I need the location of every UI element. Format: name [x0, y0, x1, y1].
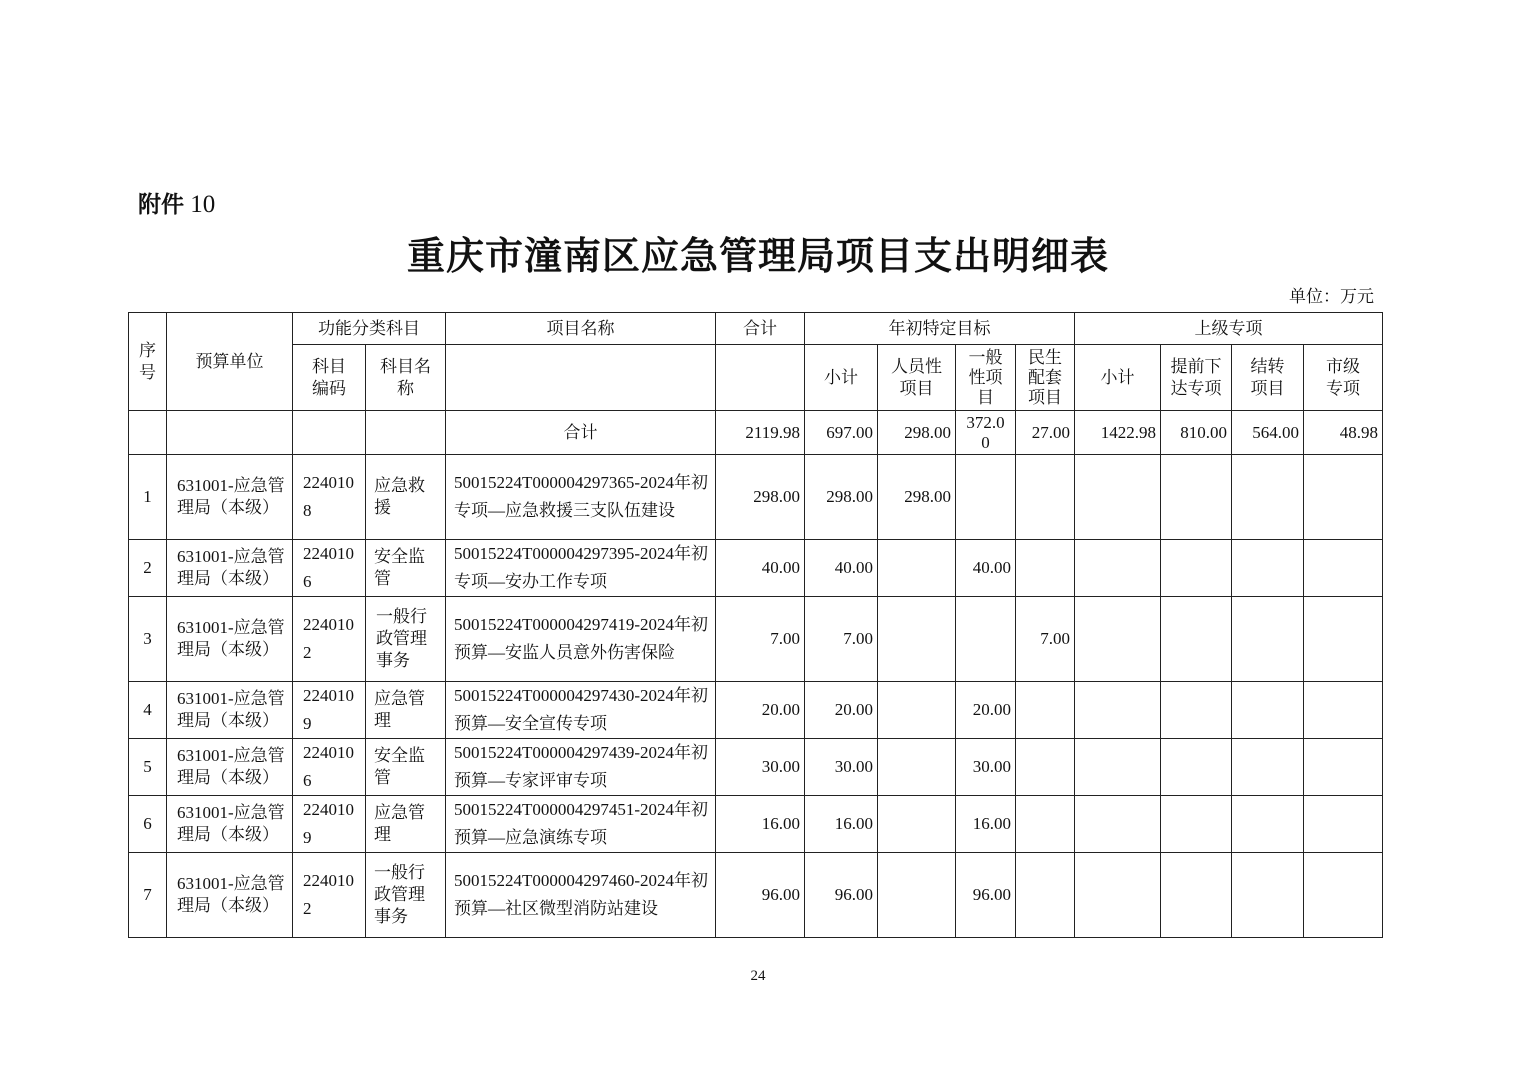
total-general: 372.00: [956, 411, 1016, 455]
row-annual-subtotal: 20.00: [805, 682, 878, 739]
row-general: [956, 455, 1016, 540]
row-city: [1304, 455, 1383, 540]
row-project-name: 50015224T000004297365-2024年初专项—应急救援三支队伍建设: [446, 455, 716, 540]
total-total: 2119.98: [716, 411, 805, 455]
page-title: 重庆市潼南区应急管理局项目支出明细表: [406, 233, 1109, 278]
row-upper-subtotal: [1075, 796, 1161, 853]
row-subject-name: 一般行政管理事务: [366, 853, 446, 938]
row-total: 40.00: [716, 540, 805, 597]
row-general: 16.00: [956, 796, 1016, 853]
row-subject-code: 2240109: [293, 682, 366, 739]
row-carryover: [1232, 853, 1304, 938]
total-unit-blank: [167, 411, 293, 455]
header-project-blank: [446, 345, 716, 411]
row-city: [1304, 682, 1383, 739]
row-project-name: 50015224T000004297395-2024年初专项—安办工作专项: [446, 540, 716, 597]
row-carryover: [1232, 796, 1304, 853]
row-advance: [1161, 853, 1232, 938]
header-carryover: 结转项目: [1232, 345, 1304, 411]
page-number: 24: [750, 968, 766, 984]
table-row: [129, 796, 1383, 853]
row-carryover: [1232, 540, 1304, 597]
row-budget-unit: 631001-应急管理局（本级）: [167, 739, 293, 796]
row-subject-name: 安全监管: [366, 739, 446, 796]
header-budget-unit: 预算单位: [167, 313, 293, 411]
row-subject-code: 2240102: [293, 853, 366, 938]
header-annual-subtotal: 小计: [805, 345, 878, 411]
attachment-word: 附件: [138, 192, 184, 218]
row-project-name: 50015224T000004297451-2024年初预算—应急演练专项: [446, 796, 716, 853]
row-general: 20.00: [956, 682, 1016, 739]
total-code-blank: [293, 411, 366, 455]
total-carryover: 564.00: [1232, 411, 1304, 455]
header-general: 一般性项目: [956, 345, 1016, 411]
header-total-blank: [716, 345, 805, 411]
row-budget-unit: 631001-应急管理局（本级）: [167, 796, 293, 853]
row-subject-code: 2240106: [293, 540, 366, 597]
header-project-name: 项目名称: [446, 313, 716, 345]
header-subject-name: 科目名称: [366, 345, 446, 411]
row-project-name: 50015224T000004297430-2024年初预算—安全宣传专项: [446, 682, 716, 739]
row-personnel: [878, 853, 956, 938]
attachment-label: [138, 188, 215, 222]
row-budget-unit: 631001-应急管理局（本级）: [167, 682, 293, 739]
row-subject-name: 应急管理: [366, 796, 446, 853]
row-livelihood: [1016, 540, 1075, 597]
row-city: [1304, 739, 1383, 796]
row-project-name: 50015224T000004297439-2024年初预算—专家评审专项: [446, 739, 716, 796]
row-upper-subtotal: [1075, 597, 1161, 682]
row-subject-name: 一般行政管理事务: [366, 597, 446, 682]
row-annual-subtotal: 7.00: [805, 597, 878, 682]
row-general: 40.00: [956, 540, 1016, 597]
row-budget-unit: 631001-应急管理局（本级）: [167, 597, 293, 682]
row-advance: [1161, 682, 1232, 739]
row-annual-subtotal: 40.00: [805, 540, 878, 597]
row-seq: 3: [129, 597, 167, 682]
row-livelihood: [1016, 853, 1075, 938]
row-subject-code: 2240109: [293, 796, 366, 853]
row-advance: [1161, 540, 1232, 597]
row-livelihood: 7.00: [1016, 597, 1075, 682]
row-advance: [1161, 597, 1232, 682]
header-seq: 序号: [129, 313, 167, 411]
row-livelihood: [1016, 796, 1075, 853]
row-upper-subtotal: [1075, 682, 1161, 739]
header-func-group: 功能分类科目: [293, 313, 446, 345]
table-row: [129, 597, 1383, 682]
row-city: [1304, 597, 1383, 682]
header-annual-group: 年初特定目标: [805, 313, 1075, 345]
row-total: 16.00: [716, 796, 805, 853]
table-total-row: [129, 411, 1383, 455]
row-personnel: [878, 540, 956, 597]
table-row: [129, 455, 1383, 540]
row-general: [956, 597, 1016, 682]
header-total: 合计: [716, 313, 805, 345]
table-row: [129, 540, 1383, 597]
row-budget-unit: 631001-应急管理局（本级）: [167, 853, 293, 938]
row-subject-name: 应急管理: [366, 682, 446, 739]
row-city: [1304, 853, 1383, 938]
row-seq: 2: [129, 540, 167, 597]
row-upper-subtotal: [1075, 853, 1161, 938]
row-personnel: [878, 739, 956, 796]
row-subject-code: 2240102: [293, 597, 366, 682]
row-carryover: [1232, 455, 1304, 540]
row-advance: [1161, 455, 1232, 540]
total-name-blank: [366, 411, 446, 455]
row-total: 298.00: [716, 455, 805, 540]
row-subject-name: 应急救援: [366, 455, 446, 540]
row-general: 96.00: [956, 853, 1016, 938]
row-personnel: 298.00: [878, 455, 956, 540]
row-budget-unit: 631001-应急管理局（本级）: [167, 455, 293, 540]
header-subject-code: 科目编码: [293, 345, 366, 411]
header-upper-group: 上级专项: [1075, 313, 1383, 345]
total-seq-blank: [129, 411, 167, 455]
total-annual-subtotal: 697.00: [805, 411, 878, 455]
row-city: [1304, 796, 1383, 853]
row-seq: 4: [129, 682, 167, 739]
total-personnel: 298.00: [878, 411, 956, 455]
row-annual-subtotal: 96.00: [805, 853, 878, 938]
row-total: 7.00: [716, 597, 805, 682]
row-advance: [1161, 796, 1232, 853]
row-annual-subtotal: 16.00: [805, 796, 878, 853]
row-subject-code: 2240106: [293, 739, 366, 796]
row-general: 30.00: [956, 739, 1016, 796]
row-total: 30.00: [716, 739, 805, 796]
row-city: [1304, 540, 1383, 597]
row-project-name: 50015224T000004297460-2024年初预算—社区微型消防站建设: [446, 853, 716, 938]
total-livelihood: 27.00: [1016, 411, 1075, 455]
row-upper-subtotal: [1075, 455, 1161, 540]
row-total: 96.00: [716, 853, 805, 938]
row-seq: 7: [129, 853, 167, 938]
row-project-name: 50015224T000004297419-2024年初预算—安监人员意外伤害保险: [446, 597, 716, 682]
header-advance: 提前下达专项: [1161, 345, 1232, 411]
header-city: 市级专项: [1304, 345, 1383, 411]
row-seq: 1: [129, 455, 167, 540]
row-seq: 6: [129, 796, 167, 853]
row-personnel: [878, 796, 956, 853]
total-advance: 810.00: [1161, 411, 1232, 455]
total-city: 48.98: [1304, 411, 1383, 455]
row-annual-subtotal: 30.00: [805, 739, 878, 796]
header-personnel: 人员性项目: [878, 345, 956, 411]
table-row: [129, 682, 1383, 739]
attachment-number: 10: [190, 191, 216, 218]
project-expense-table: [128, 312, 1383, 938]
row-carryover: [1232, 597, 1304, 682]
row-carryover: [1232, 739, 1304, 796]
total-label: 合计: [446, 411, 716, 455]
row-upper-subtotal: [1075, 739, 1161, 796]
header-livelihood: 民生配套项目: [1016, 345, 1075, 411]
row-livelihood: [1016, 455, 1075, 540]
unit-label: 单位：万元: [1289, 287, 1374, 306]
table-row: [129, 739, 1383, 796]
row-seq: 5: [129, 739, 167, 796]
row-livelihood: [1016, 682, 1075, 739]
total-upper-subtotal: 1422.98: [1075, 411, 1161, 455]
row-personnel: [878, 682, 956, 739]
row-annual-subtotal: 298.00: [805, 455, 878, 540]
row-budget-unit: 631001-应急管理局（本级）: [167, 540, 293, 597]
row-livelihood: [1016, 739, 1075, 796]
row-carryover: [1232, 682, 1304, 739]
table-row: [129, 853, 1383, 938]
row-advance: [1161, 739, 1232, 796]
header-upper-subtotal: 小计: [1075, 345, 1161, 411]
row-personnel: [878, 597, 956, 682]
row-subject-code: 2240108: [293, 455, 366, 540]
row-upper-subtotal: [1075, 540, 1161, 597]
row-total: 20.00: [716, 682, 805, 739]
row-subject-name: 安全监管: [366, 540, 446, 597]
